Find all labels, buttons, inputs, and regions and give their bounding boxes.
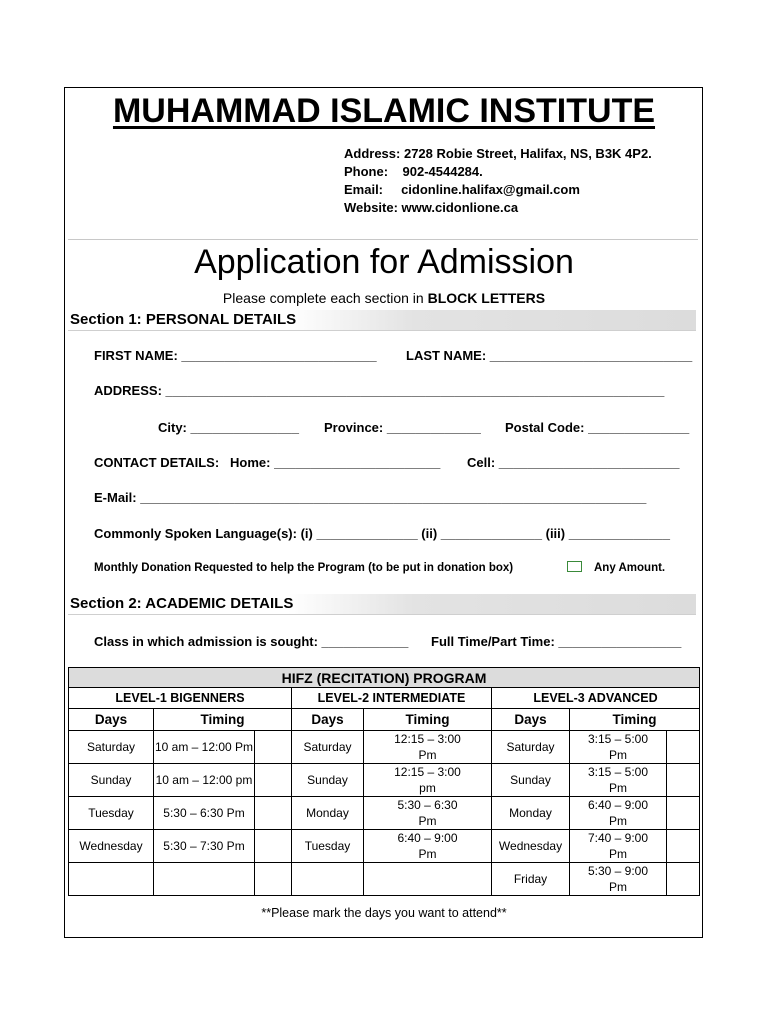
- timing-cell: [570, 764, 667, 797]
- institute-phone: Phone: 902-4544284.: [344, 164, 483, 179]
- address-field[interactable]: ADDRESS: _____________________________________________________________________: [94, 383, 665, 398]
- day-cell: Monday: [292, 797, 364, 830]
- level-2-header: LEVEL-2 INTERMEDIATE: [292, 688, 492, 709]
- divider: [68, 239, 698, 240]
- days-header: Days: [292, 709, 364, 731]
- last-name-field[interactable]: LAST NAME: ____________________________: [406, 348, 693, 363]
- postal-code-field[interactable]: Postal Code: ______________: [505, 420, 690, 435]
- timing-text: 12:15 – 3:00 pm: [394, 765, 461, 795]
- day-cell: Saturday: [292, 731, 364, 764]
- timing-text: 5:30 – 6:30 Pm: [397, 798, 458, 828]
- timing-header: Timing: [570, 709, 700, 731]
- program-title: HIFZ (RECITATION) PROGRAM: [69, 668, 700, 688]
- timing-cell: [364, 863, 492, 896]
- donation-checkbox[interactable]: [567, 561, 582, 572]
- day-cell: Sunday: [492, 764, 570, 797]
- day-cell: Tuesday: [69, 797, 154, 830]
- day-cell: [69, 863, 154, 896]
- timing-cell: [570, 731, 667, 764]
- home-phone-field[interactable]: CONTACT DETAILS: Home: _______________________: [94, 455, 441, 470]
- table-row: [69, 731, 700, 764]
- mark-cell[interactable]: [255, 797, 292, 830]
- timing-cell: [364, 797, 492, 830]
- day-cell: Saturday: [69, 731, 154, 764]
- institute-website: Website: www.cidonlione.ca: [344, 200, 519, 215]
- timing-cell: [570, 797, 667, 830]
- mark-cell[interactable]: [255, 863, 292, 896]
- mark-cell[interactable]: [255, 830, 292, 863]
- day-cell: Wednesday: [69, 830, 154, 863]
- province-field[interactable]: Province: _____________: [324, 420, 481, 435]
- level-1-header: LEVEL-1 BIGENNERS: [69, 688, 292, 709]
- timing-text: 3:15 – 5:00 Pm: [587, 765, 649, 795]
- day-cell: Sunday: [292, 764, 364, 797]
- timing-cell: [570, 830, 667, 863]
- schedule-footnote: **Please mark the days you want to attend**: [261, 906, 507, 920]
- institute-email: Email: cidonline.halifax@gmail.com: [344, 182, 580, 197]
- timing-cell: 5:30 – 7:30 Pm: [154, 830, 255, 863]
- day-cell: Wednesday: [492, 830, 570, 863]
- form-instruction: [0, 290, 768, 306]
- timing-text: 6:40 – 9:00 Pm: [397, 831, 458, 861]
- timing-cell: 10 am – 12:00 pm: [154, 764, 255, 797]
- timing-cell: [364, 830, 492, 863]
- mark-cell[interactable]: [667, 863, 700, 896]
- day-cell: [292, 863, 364, 896]
- timing-header: Timing: [364, 709, 492, 731]
- timing-text: 12:15 – 3:00 Pm: [394, 732, 461, 762]
- day-cell: Sunday: [69, 764, 154, 797]
- form-title: Application for Admission: [194, 243, 574, 281]
- table-row: [69, 797, 700, 830]
- day-cell: Friday: [492, 863, 570, 896]
- mark-cell[interactable]: [255, 764, 292, 797]
- table-row: [69, 764, 700, 797]
- timing-cell: [154, 863, 255, 896]
- timing-cell: [364, 764, 492, 797]
- timing-text: 3:15 – 5:00 Pm: [587, 732, 649, 762]
- mark-cell[interactable]: [255, 731, 292, 764]
- first-name-field[interactable]: FIRST NAME: ___________________________: [94, 348, 377, 363]
- mark-cell[interactable]: [667, 830, 700, 863]
- day-cell: Saturday: [492, 731, 570, 764]
- institute-name: MUHAMMAD ISLAMIC INSTITUTE: [112, 92, 656, 130]
- class-sought-field[interactable]: Class in which admission is sought: ____________: [94, 634, 409, 649]
- section-1-title: Section 1: PERSONAL DETAILS: [70, 311, 297, 328]
- instruction-text: Please complete each section in: [222, 290, 428, 306]
- institute-address: Address: 2728 Robie Street, Halifax, NS, B3K 4P2.: [344, 146, 652, 161]
- city-field[interactable]: City: _______________: [158, 420, 299, 435]
- table-row: [69, 830, 700, 863]
- email-field[interactable]: E-Mail: ______________________________________________________________________: [94, 490, 647, 505]
- full-part-time-field[interactable]: Full Time/Part Time: _________________: [431, 634, 682, 649]
- timing-text: 7:40 – 9:00 Pm: [587, 831, 649, 861]
- section-2-title: Section 2: ACADEMIC DETAILS: [70, 595, 294, 612]
- timing-cell: 10 am – 12:00 Pm: [154, 731, 255, 764]
- instruction-emphasis: BLOCK LETTERS: [427, 290, 546, 306]
- days-header: Days: [492, 709, 570, 731]
- languages-field[interactable]: Commonly Spoken Language(s): (i) ______________ (ii) ______________ (iii) ______________: [94, 526, 670, 541]
- donation-option-label: Any Amount.: [594, 562, 666, 574]
- level-3-header: LEVEL-3 ADVANCED: [492, 688, 700, 709]
- timing-header: Timing: [154, 709, 292, 731]
- days-header: Days: [69, 709, 154, 731]
- mark-cell[interactable]: [667, 731, 700, 764]
- timing-cell: [364, 731, 492, 764]
- timing-text: 6:40 – 9:00 Pm: [587, 798, 649, 828]
- day-cell: Monday: [492, 797, 570, 830]
- day-cell: Tuesday: [292, 830, 364, 863]
- cell-phone-field[interactable]: Cell: _________________________: [467, 455, 680, 470]
- mark-cell[interactable]: [667, 764, 700, 797]
- table-row: [69, 863, 700, 896]
- timing-text: 5:30 – 9:00 Pm: [587, 864, 649, 894]
- hifz-schedule-table: [68, 667, 700, 896]
- timing-cell: [570, 863, 667, 896]
- timing-cell: 5:30 – 6:30 Pm: [154, 797, 255, 830]
- donation-label: Monthly Donation Requested to help the Program (to be put in donation box): [94, 562, 514, 574]
- mark-cell[interactable]: [667, 797, 700, 830]
